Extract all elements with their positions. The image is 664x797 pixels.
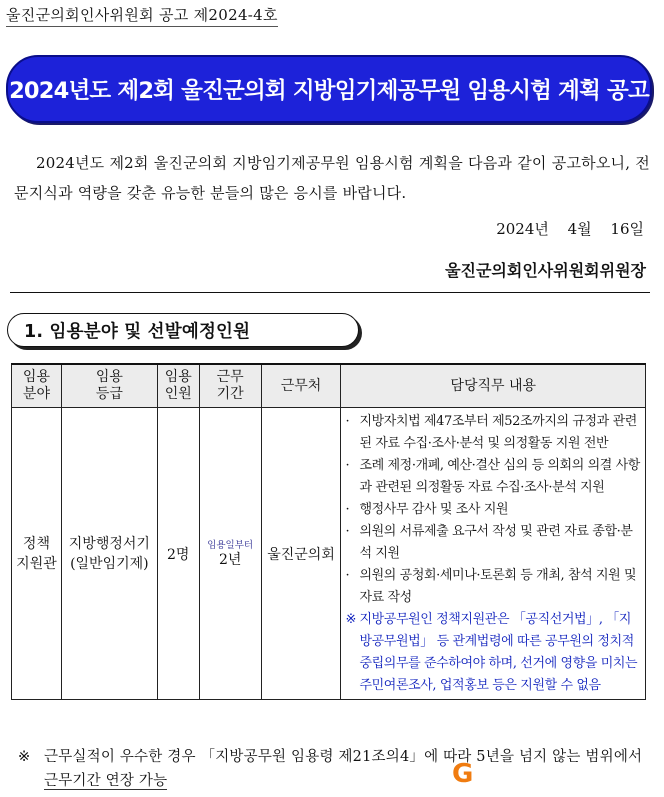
notice-date: 2024년 4월 16일: [496, 220, 644, 238]
footnote-mark: ※: [18, 749, 31, 765]
header-grade: 임용 등급: [61, 364, 157, 408]
footnote: [18, 745, 648, 793]
footnote-underlined: 근무기간 연장 가능: [44, 773, 168, 789]
header-duties: 담당직무 내용: [341, 364, 646, 408]
duty-item: · 지방자치법 제47조부터 제52조까지의 규정과 관련된 자료 수집·조사·분석 및 의정활동 지원 전반: [345, 414, 637, 451]
section-heading: [7, 313, 359, 347]
duty-item: · 조례 제정·개폐, 예산·결산 심의 등 의회의 의결 사항과 관련된 의정활동 자료 수집·조사·분석 지원: [345, 458, 640, 495]
page-title: 2024년도 제2회 울진군의회 지방임기제공무원 임용시험 계획 공고: [9, 78, 649, 104]
section-title: 1. 임용분야 및 선발예정인원: [24, 321, 251, 342]
table-row: [12, 408, 646, 700]
political-neutrality-warning: ※ 지방공무원인 정책지원관은 「공직선거법」, 「지방공무원법」 등 관계법령에 따른 공무원의 정치적 중립의무를 준수하여야 하며, 선거에 영향을 미치는 주민여론조사, 업적홍보 등은 지원할 수 없음: [345, 612, 638, 693]
period-value: 2년: [218, 552, 242, 568]
duty-item: · 의원의 공청회·세미나·토론회 등 개최, 참석 지원 및 자료 작성: [345, 568, 637, 605]
cell-count: 2명: [157, 408, 199, 700]
cell-duties: [341, 408, 646, 700]
cell-grade: 지방행정서기 (일반임기제): [61, 408, 157, 700]
g-logo-icon: G: [452, 759, 474, 789]
cell-workplace: 울진군의회: [261, 408, 341, 700]
table-header-row: [12, 364, 646, 408]
header-count: 임용 인원: [157, 364, 199, 408]
notice-number: 울진군의회인사위원회 공고 제2024-4호: [6, 4, 278, 27]
cell-period: [199, 408, 261, 700]
header-workplace: 근무처: [261, 364, 341, 408]
duty-item: · 의원의 서류제출 요구서 작성 및 관련 자료 종합·분석 지원: [345, 524, 633, 561]
cell-field: 정책 지원관: [12, 408, 62, 700]
title-banner: [6, 55, 652, 123]
duty-item: · 행정사무 감사 및 조사 지원: [345, 502, 509, 517]
intro-paragraph: 2024년도 제2회 울진군의회 지방임기제공무원 임용시험 계획을 다음과 같이 공고하오니, 전문지식과 역량을 갖춘 유능한 분들의 많은 응시를 바랍니다.: [14, 154, 650, 202]
header-period: 근무 기간: [199, 364, 261, 408]
period-from: 임용일부터: [207, 540, 254, 551]
recruitment-table: [11, 363, 646, 700]
header-field: 임용 분야: [12, 364, 62, 408]
signer: 울진군의회인사위원회위원장: [445, 261, 646, 280]
footnote-text: 근무실적이 우수한 경우 「지방공무원 임용령 제21조의4」에 따라 5년을 넘지 않는 범위에서: [44, 749, 643, 765]
divider: [10, 292, 650, 293]
